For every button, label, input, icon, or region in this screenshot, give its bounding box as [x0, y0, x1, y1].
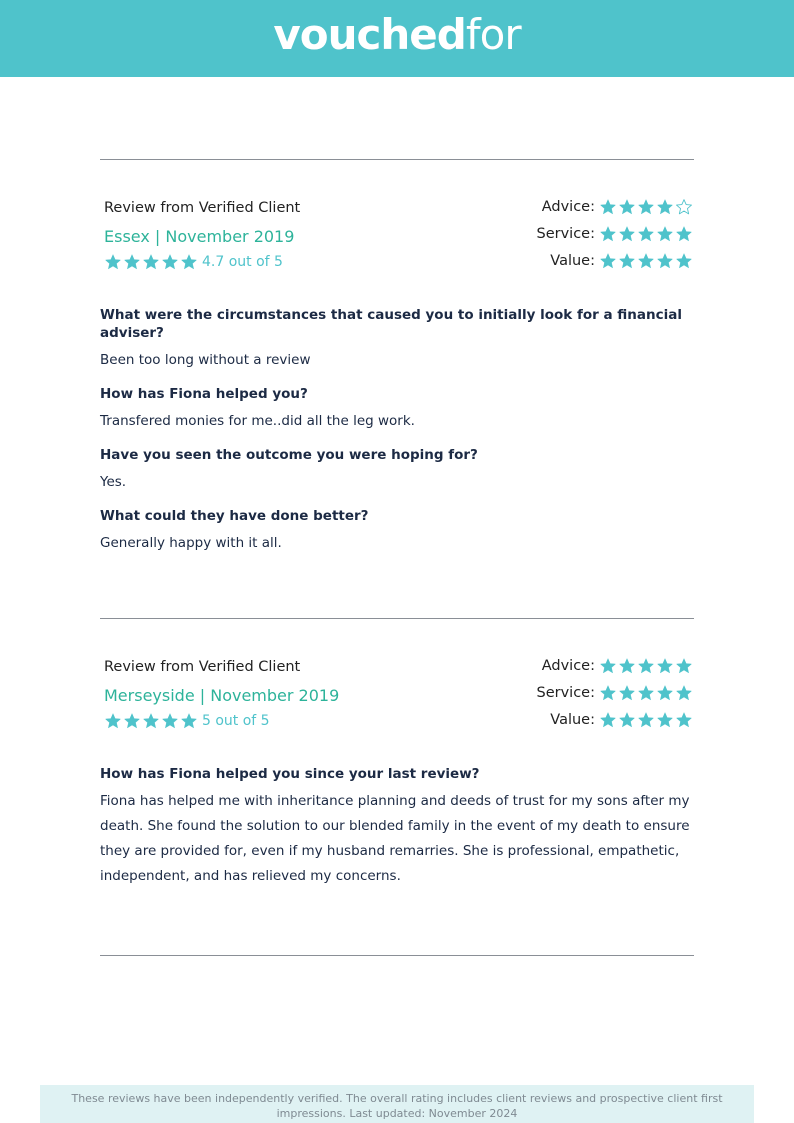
star-filled-icon [656, 684, 674, 702]
star-filled-icon [618, 657, 636, 675]
score-label: Advice: [541, 657, 595, 674]
score-stars [599, 711, 694, 729]
star-filled-icon [599, 684, 617, 702]
score-stars [599, 252, 694, 270]
star-filled-icon [618, 711, 636, 729]
score-stars [599, 684, 694, 702]
answer: Generally happy with it all. [100, 535, 282, 551]
answer: Transfered monies for me..did all the leg work. [100, 413, 415, 429]
question: What could they have done better? [100, 508, 369, 524]
review-meta [104, 199, 300, 271]
review-questions [100, 306, 694, 568]
overall-stars [104, 253, 199, 271]
star-filled-icon [599, 657, 617, 675]
review-heading: Review from Verified Client [104, 200, 301, 216]
score-value [537, 247, 694, 274]
star-filled-icon [599, 711, 617, 729]
star-filled-icon [656, 657, 674, 675]
verification-footer: These reviews have been independently verified. The overall rating includes client reviews and prospective client first impressions. Last updated: November 2024 [40, 1085, 754, 1123]
score-label: Advice: [541, 198, 595, 215]
logo-part-2: for [465, 9, 521, 59]
review-location-date: Essex | November 2019 [104, 227, 295, 246]
star-filled-icon [123, 712, 141, 730]
star-filled-icon [656, 198, 674, 216]
review-questions [100, 765, 694, 901]
star-empty-icon [675, 198, 693, 216]
star-filled-icon [142, 712, 160, 730]
star-filled-icon [618, 225, 636, 243]
star-filled-icon [104, 253, 122, 271]
score-service [537, 679, 694, 706]
star-filled-icon [675, 252, 693, 270]
star-filled-icon [637, 252, 655, 270]
star-filled-icon [618, 198, 636, 216]
divider [100, 955, 694, 956]
star-filled-icon [180, 712, 198, 730]
question: What were the circumstances that caused you to initially look for a financial adviser? [100, 307, 683, 341]
star-filled-icon [637, 711, 655, 729]
star-filled-icon [637, 657, 655, 675]
star-filled-icon [123, 253, 141, 271]
logo-part-1: vouched [273, 9, 466, 59]
overall-stars [104, 712, 199, 730]
divider [100, 618, 694, 619]
star-filled-icon [161, 253, 179, 271]
star-filled-icon [675, 657, 693, 675]
star-filled-icon [656, 225, 674, 243]
overall-rating [104, 712, 339, 730]
score-advice [537, 193, 694, 220]
star-filled-icon [599, 198, 617, 216]
vouchedfor-logo [273, 9, 521, 59]
star-filled-icon [599, 252, 617, 270]
score-label: Service: [536, 684, 595, 701]
question: How has Fiona helped you since your last review? [100, 766, 480, 782]
review-location-date: Merseyside | November 2019 [104, 686, 340, 705]
score-breakdown [537, 652, 694, 733]
star-filled-icon [618, 684, 636, 702]
question: Have you seen the outcome you were hoping for? [100, 447, 478, 463]
overall-rating [104, 253, 300, 271]
overall-rating-text: 4.7 out of 5 [202, 254, 283, 270]
star-filled-icon [675, 225, 693, 243]
score-label: Service: [536, 225, 595, 242]
divider [100, 159, 694, 160]
question: How has Fiona helped you? [100, 386, 308, 402]
review-heading: Review from Verified Client [104, 659, 301, 675]
score-breakdown [537, 193, 694, 274]
header-bar [0, 0, 794, 77]
star-filled-icon [180, 253, 198, 271]
star-filled-icon [656, 711, 674, 729]
score-stars [599, 198, 694, 216]
star-filled-icon [656, 252, 674, 270]
star-filled-icon [637, 225, 655, 243]
review-meta [104, 658, 339, 730]
star-filled-icon [104, 712, 122, 730]
answer: Fiona has helped me with inheritance planning and deeds of trust for my sons after my death. She found the solution to our blended family in the event of my death to ensure they are provided for, even if my husband remarries. She is professional, empathetic, independent, and has relieved my concerns. [100, 793, 690, 884]
score-service [537, 220, 694, 247]
score-value [537, 706, 694, 733]
star-filled-icon [161, 712, 179, 730]
star-filled-icon [599, 225, 617, 243]
star-filled-icon [618, 252, 636, 270]
score-stars [599, 657, 694, 675]
overall-rating-text: 5 out of 5 [202, 713, 270, 729]
star-filled-icon [675, 684, 693, 702]
answer: Yes. [100, 474, 127, 490]
star-filled-icon [675, 711, 693, 729]
score-stars [599, 225, 694, 243]
score-label: Value: [550, 711, 595, 728]
score-label: Value: [550, 252, 595, 269]
star-filled-icon [637, 684, 655, 702]
answer: Been too long without a review [100, 352, 311, 368]
star-filled-icon [637, 198, 655, 216]
star-filled-icon [142, 253, 160, 271]
score-advice [537, 652, 694, 679]
